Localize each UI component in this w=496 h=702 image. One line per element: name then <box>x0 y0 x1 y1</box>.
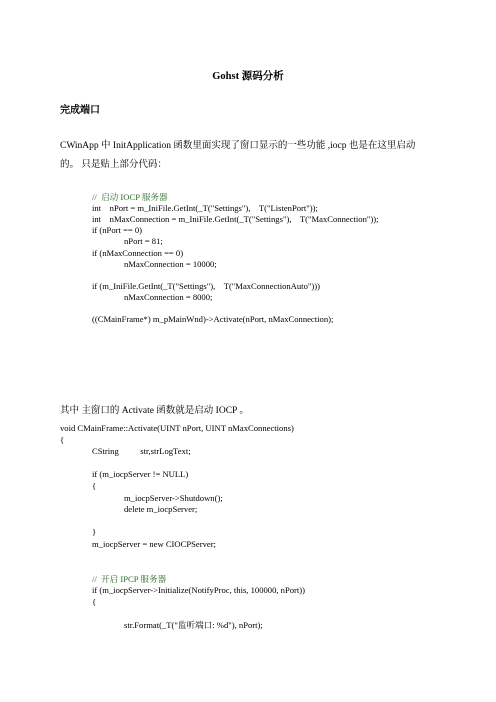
code-line: m_iocpServer->Shutdown(); <box>124 492 223 503</box>
code-line: int nPort = m_IniFile.GetInt(_T("Settings"), T("ListenPort")); <box>92 203 318 214</box>
code-line: { <box>60 434 65 445</box>
code-line: } <box>92 527 97 538</box>
intro-paragraph-line-1: CWinApp 中 InitApplication 函数里面实现了窗口显示的一些功能 ,iocp 也是在这里启动 <box>60 141 416 151</box>
code-line: nMaxConnection = 10000; <box>124 258 217 269</box>
code-line: nPort = 81; <box>124 236 163 247</box>
code-line: nMaxConnection = 8000; <box>124 291 213 302</box>
code-line: str.Format(_T("监听端口: %d"), nPort); <box>124 620 263 631</box>
page-title: Gohst 源码分析 <box>212 71 284 82</box>
code-line: void CMainFrame::Activate(UINT nPort, UINT nMaxConnections) <box>60 423 294 433</box>
code-line: int nMaxConnection = m_IniFile.GetInt(_T("Settings"), T("MaxConnection")); <box>92 214 379 225</box>
intro-paragraph-line-2: 的。 只是贴上部分代码： <box>60 160 167 170</box>
activate-note: 其中 主窗口的 Activate 函数就是启动 IOCP 。 <box>60 406 249 416</box>
code-line: // 开启 IPCP 服务器 <box>92 573 167 584</box>
code-line: { <box>92 481 97 491</box>
code-line: if (nMaxConnection == 0) <box>92 247 184 258</box>
code-line: if (m_iocpServer != NULL) <box>92 469 189 480</box>
code-line: delete m_iocpServer; <box>124 504 198 515</box>
code-line: { <box>92 597 97 607</box>
code-line: m_iocpServer = new CIOCPServer; <box>92 539 216 549</box>
code-line: // 启动 IOCP 服务器 <box>92 192 168 202</box>
code-line: if (nPort == 0) <box>92 225 143 236</box>
code-line: if (m_IniFile.GetInt(_T("Settings"), T("MaxConnectionAuto"))) <box>92 280 320 291</box>
code-line: ((CMainFrame*) m_pMainWnd)->Activate(nPort, nMaxConnection); <box>92 314 334 325</box>
code-line: CString str,strLogText; <box>92 446 191 457</box>
code-line: if (m_iocpServer->Initialize(NotifyProc, this, 100000, nPort)) <box>92 585 306 596</box>
section-heading: 完成端口 <box>60 105 100 116</box>
